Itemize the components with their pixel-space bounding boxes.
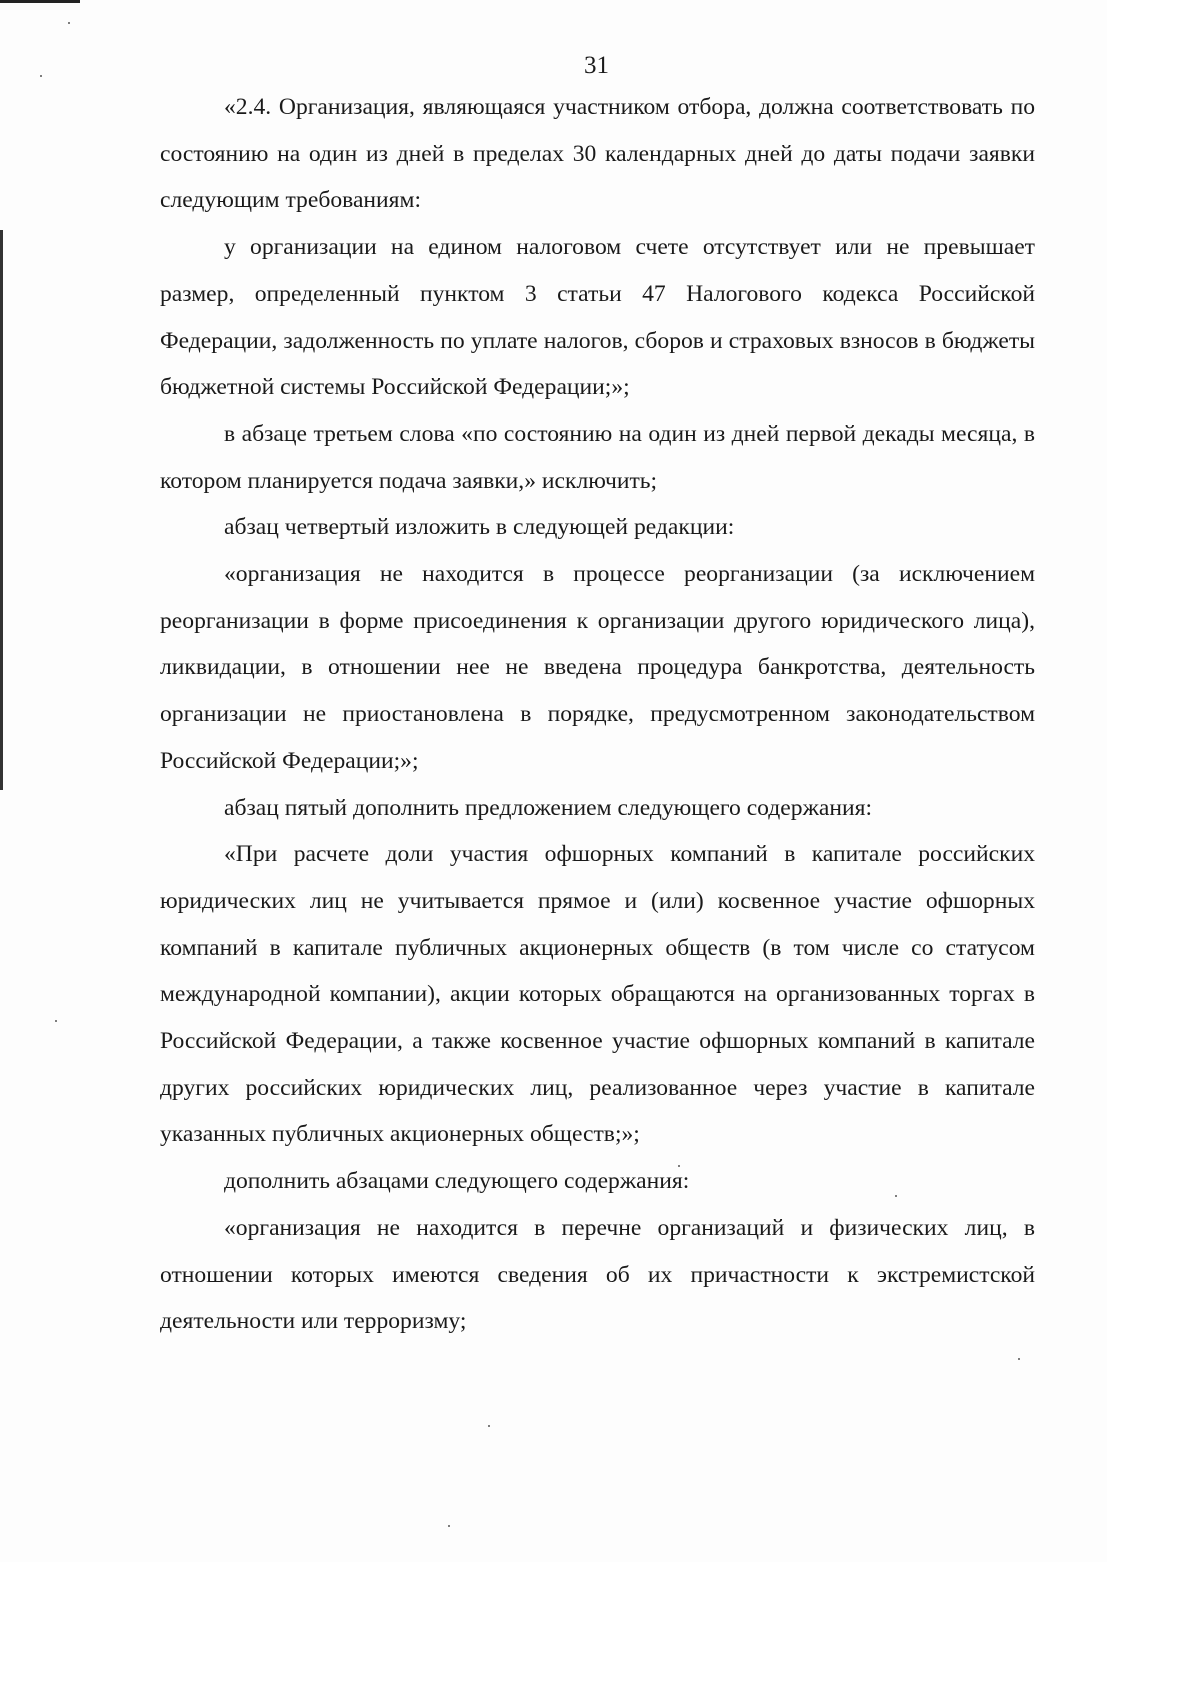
document-body [160,84,1035,1345]
paragraph: «организация не находится в перечне организаций и физических лиц, в отношении которых имеются сведения об их причастности к экстремистской деятельности или терроризму; [160,1214,1035,1335]
paragraph: «При расчете доли участия офшорных компаний в капитале российских юридических лиц не учитывается прямое и (или) косвенное участие офшорных компаний в капитале публичных акционерных обществ (в том числе со статусом международной компании), акции которых обращаются на организованных торгах в Российской Федерации, а также косвенное участие офшорных компаний в капитале других российских юридических лиц, реализованное через участие в капитале указанных публичных акционерных обществ;»; [160,841,1035,1148]
paragraph: «организация не находится в процессе реорганизации (за исключением реорганизации в форме присоединения к организации другого юридического лица), ликвидации, в отношении нее не введена процедура банкротства, деятельность организации не приостановлена в порядке, предусмотренном законодательством Российской Федерации;»; [160,561,1035,774]
page-number: 31 [584,52,609,79]
paragraph: у организации на едином налоговом счете отсутствует или не превышает размер, определенный пунктом 3 статьи 47 Налогового кодекса Российской Федерации, задолженность по уплате налогов, сборов и страховых взносов в бюджеты бюджетной системы Российской Федерации;»; [160,234,1035,401]
paragraph: абзац пятый дополнить предложением следующего содержания: [224,794,873,821]
scan-speck [55,1020,57,1022]
paragraph: дополнить абзацами следующего содержания: [224,1168,690,1195]
scan-speck [448,1525,450,1527]
scan-speck [1018,1358,1020,1360]
scan-edge-mark [0,0,80,3]
paragraph: в абзаце третьем слова «по состоянию на один из дней первой декады месяца, в котором планируется подача заявки,» исключить; [160,420,1035,494]
scan-speck [68,22,70,24]
paragraph: абзац четвертый изложить в следующей редакции: [224,514,735,541]
paragraph: «2.4. Организация, являющаяся участником отбора, должна соответствовать по состоянию на один из дней в пределах 30 календарных дней до даты подачи заявки следующим требованиям: [160,94,1035,214]
scan-edge-mark [0,230,3,790]
scan-speck [488,1425,490,1427]
